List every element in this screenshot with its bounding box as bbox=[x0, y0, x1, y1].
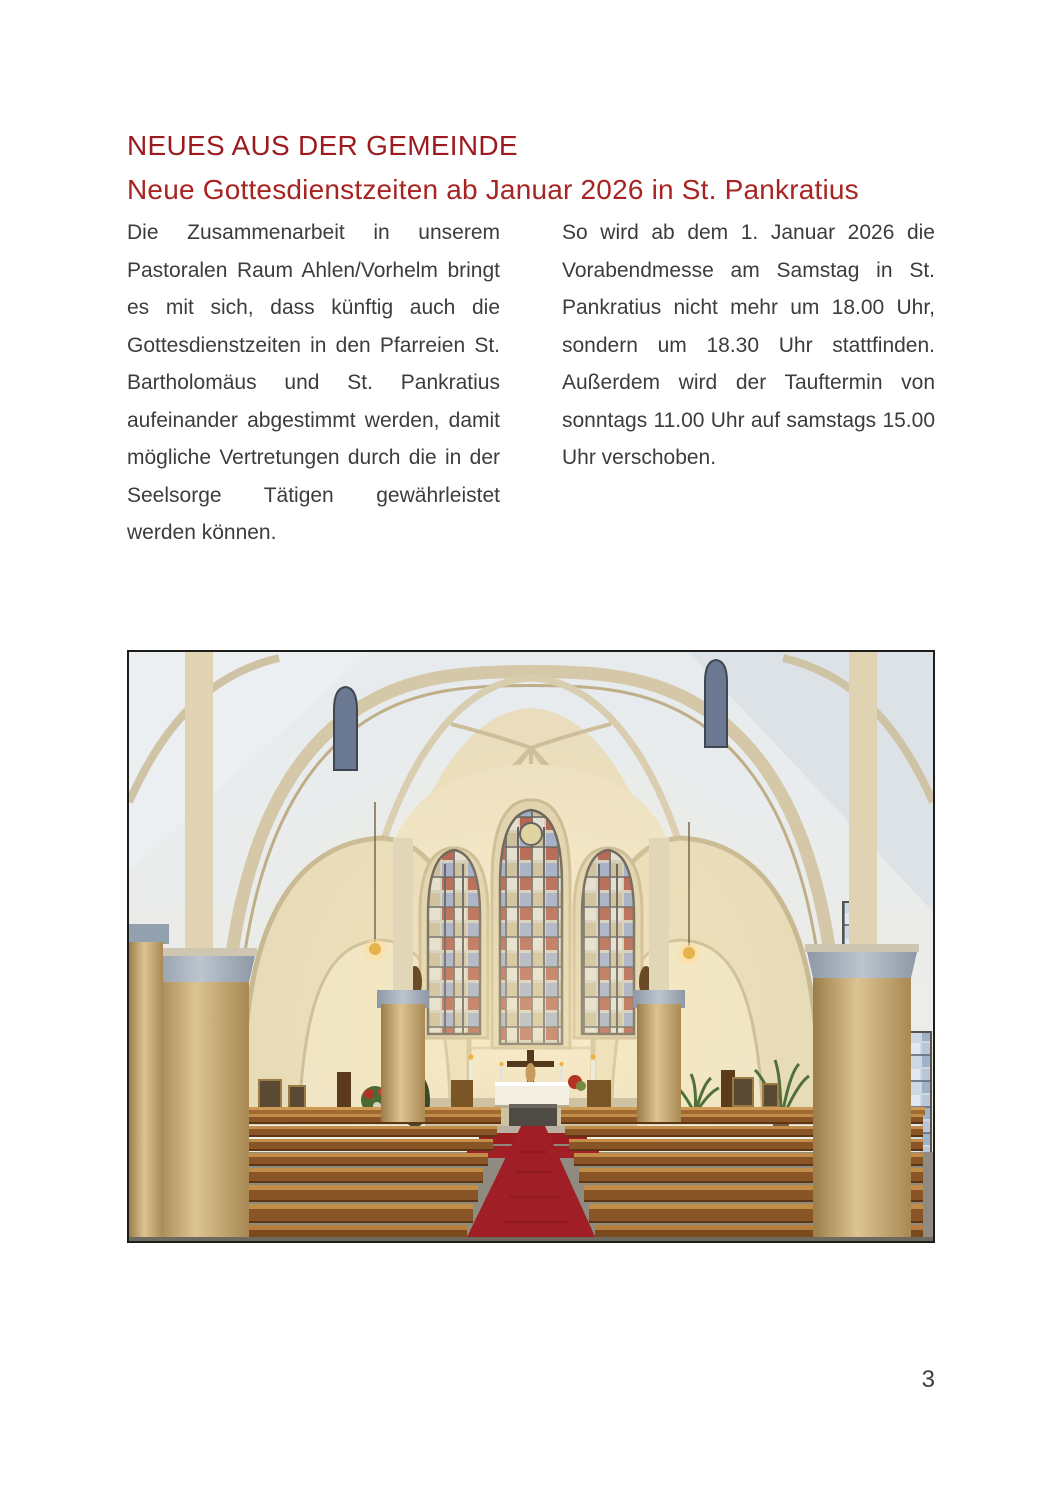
page-number: 3 bbox=[921, 1366, 935, 1393]
section-title: NEUES AUS DER GEMEINDE bbox=[127, 130, 518, 161]
article-headline: Neue Gottesdienstzeiten ab Januar 2026 in St. Pankratius bbox=[127, 174, 859, 205]
article-body bbox=[127, 214, 935, 552]
article-column-left: Die Zusammenarbeit in unserem Pastoralen Raum Ahlen/Vorhelm bringt es mit sich, dass künftig auch die Gottesdienstzeiten in den Pfarreien St. Bartholomäus und St. Pankratius aufeinander abgestimmt werden, damit mögliche Vertretungen durch die in der Seelsorge Tätigen gewährleistet werden können. bbox=[127, 221, 500, 544]
article-column-right: So wird ab dem 1. Januar 2026 die Vorabendmesse am Samstag in St. Pankratius nicht mehr um 18.00 Uhr, sondern um 18.30 Uhr stattfinden. Außerdem wird der Tauftermin von sonntags 11.00 Uhr auf samstags 15.00 Uhr verschoben. bbox=[562, 221, 935, 469]
church-interior-photo bbox=[127, 650, 935, 1243]
church-interior-illustration bbox=[129, 652, 933, 1241]
